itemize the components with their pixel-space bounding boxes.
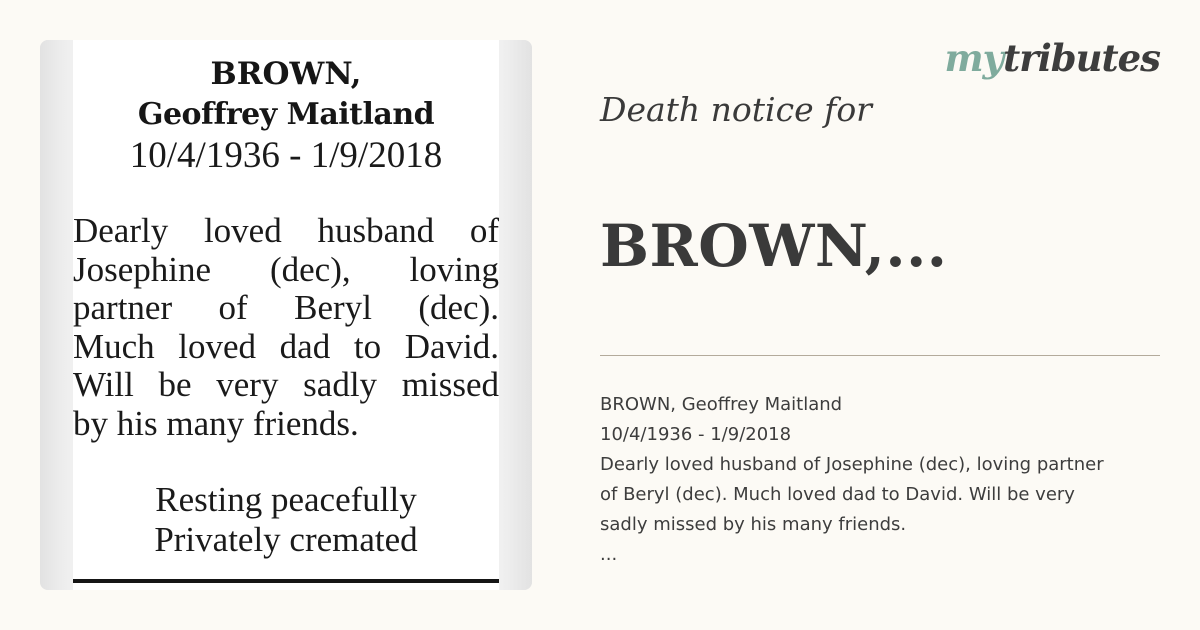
- newspaper-clipping-image: [40, 40, 532, 590]
- clipping-paper: [73, 40, 499, 590]
- clipping-closing: [73, 480, 499, 560]
- clipping-body-line: by his many friends.: [73, 404, 359, 443]
- clipping-body: [73, 212, 499, 443]
- clipping-body-line: Much loved dad to David.: [73, 327, 499, 366]
- excerpt-ellipsis: ...: [600, 544, 618, 565]
- clipping-closing-line: Privately cremated: [154, 520, 418, 559]
- logo-tributes: tributes: [1003, 36, 1160, 80]
- clipping-closing-line: Resting peacefully: [155, 480, 417, 519]
- notice-heading: Death notice for: [600, 90, 872, 129]
- clipping-body-line: Dearly loved husband of: [73, 212, 499, 250]
- clipping-shadow-left: [40, 40, 74, 590]
- clipping-given-names: Geoffrey Maitland: [137, 97, 435, 132]
- excerpt-line: of Beryl (dec). Much loved dad to David. Will be very: [600, 484, 1075, 505]
- clipping-body-line: Will be very sadly missed: [73, 366, 499, 404]
- mytributes-logo[interactable]: [944, 36, 1160, 80]
- notice-excerpt: [600, 390, 1170, 570]
- clipping-dates: 10/4/1936 - 1/9/2018: [129, 135, 443, 176]
- clipping-body-line: Josephine (dec), loving: [73, 250, 499, 289]
- clipping-bottom-rule: [73, 579, 499, 583]
- excerpt-line: 10/4/1936 - 1/9/2018: [600, 424, 792, 445]
- deceased-name: BROWN,...: [600, 212, 948, 280]
- clipping-shadow-right: [498, 40, 532, 590]
- clipping-body-line: partner of Beryl (dec).: [73, 289, 499, 327]
- logo-my: my: [944, 36, 1004, 80]
- excerpt-line: Dearly loved husband of Josephine (dec), loving partner: [600, 454, 1104, 475]
- excerpt-line: sadly missed by his many friends.: [600, 514, 907, 535]
- excerpt-line: BROWN, Geoffrey Maitland: [600, 394, 843, 415]
- divider: [600, 355, 1160, 356]
- clipping-surname: BROWN,: [210, 56, 362, 92]
